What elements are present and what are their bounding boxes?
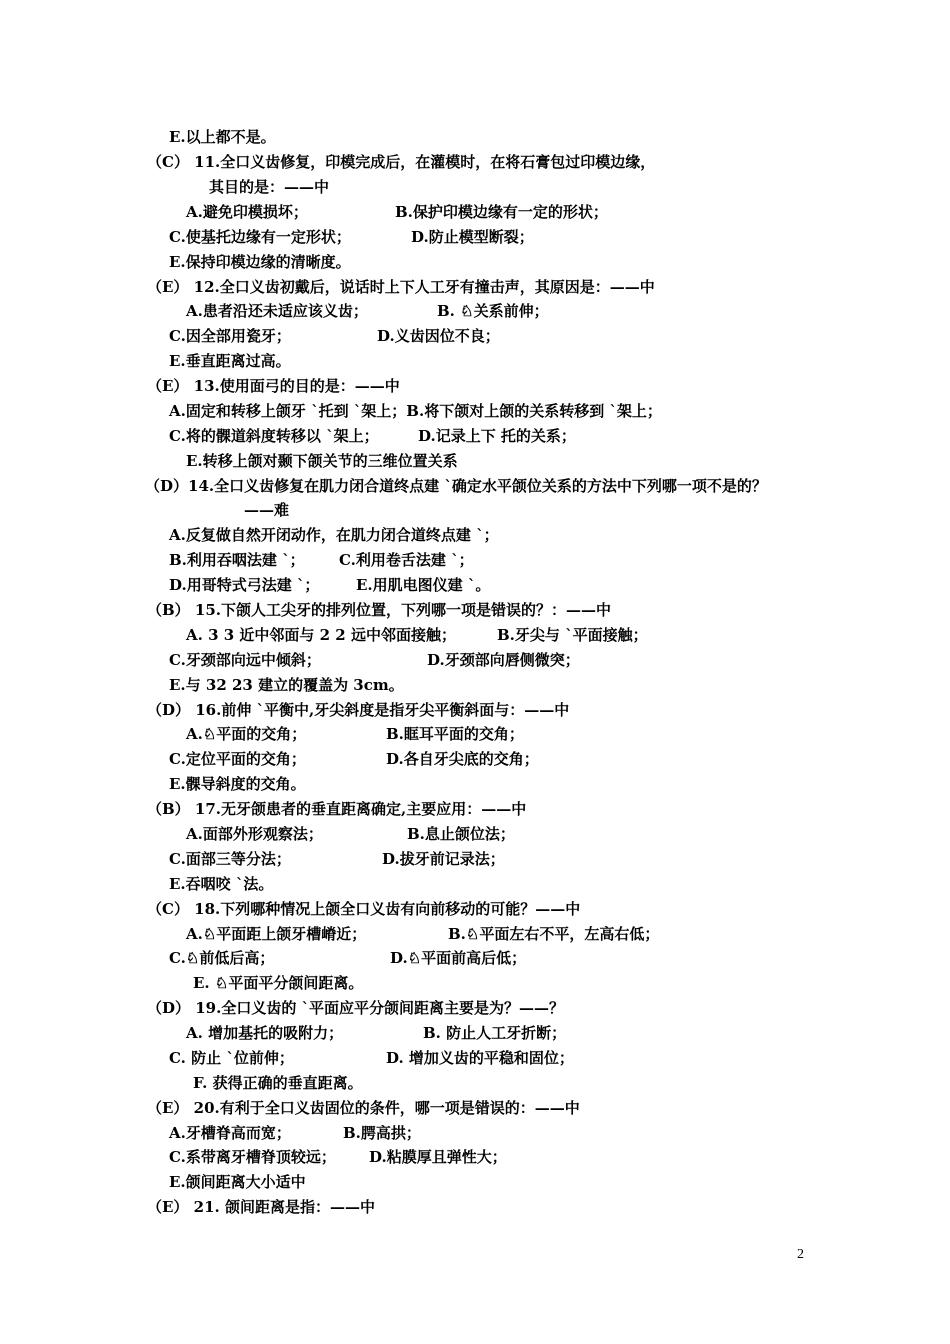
option-text: E.与 32 23 建立的覆盖为 3cm。 bbox=[169, 676, 404, 694]
option-text: B.保护印模边缘有一定的形状； bbox=[395, 203, 608, 221]
option-text: A. 增加基托的吸附力； bbox=[186, 1024, 344, 1042]
option-text: D.拔牙前记录法； bbox=[382, 850, 505, 868]
option-text: D.义齿因位不良； bbox=[377, 327, 500, 345]
option-text: C.定位平面的交角； bbox=[169, 750, 306, 768]
option-text: E.颌间距离大小适中 bbox=[169, 1173, 306, 1191]
option-text: A.避免印模损坏； bbox=[186, 203, 308, 221]
option-text: E.用肌电图仪建 `。 bbox=[356, 576, 491, 594]
option-text: E. ♘平面平分颌间距离。 bbox=[193, 974, 364, 992]
option-text: B. ♘关系前伸； bbox=[437, 302, 549, 320]
option-text: A.固定和转移上颌牙 `托到 `架上；B.将下颌对上颌的关系转移到 `架上； bbox=[169, 402, 662, 420]
option-text: C. 防止 `位前伸； bbox=[169, 1049, 294, 1067]
option-text: D.♘平面前高后低； bbox=[390, 949, 527, 967]
option-text: C.使基托边缘有一定形状； bbox=[169, 228, 351, 246]
option-text: C.将的髁道斜度转移以 `架上； bbox=[169, 427, 379, 445]
option-text: A.反复做自然开闭动作，在肌力闭合道终点建 `； bbox=[169, 526, 499, 544]
option-text: B.利用吞咽法建 `； bbox=[169, 551, 305, 569]
option-text: E.以上都不是。 bbox=[169, 128, 276, 146]
option-text: E.垂直距离过高。 bbox=[169, 352, 291, 370]
option-text: C.面部三等分法； bbox=[169, 850, 291, 868]
option-text: E.转移上颌对颞下颌关节的三维位置关系 bbox=[186, 452, 458, 470]
option-text: B.息止颌位法； bbox=[407, 825, 515, 843]
option-text: D.粘膜厚且弹性大； bbox=[369, 1148, 507, 1166]
option-text: B.眶耳平面的交角； bbox=[386, 725, 524, 743]
page-number: 2 bbox=[797, 1247, 804, 1262]
option-text: C.系带离牙槽脊顶较远； bbox=[169, 1148, 336, 1166]
option-text: E.吞咽咬 `法。 bbox=[169, 875, 274, 893]
option-text: B.牙尖与 `平面接触； bbox=[497, 626, 648, 644]
option-text: A.♘平面距上颌牙槽嵴近； bbox=[186, 925, 367, 943]
option-text: E.保持印模边缘的清晰度。 bbox=[169, 253, 351, 271]
question-13: （E） 13.使用面弓的目的是：——中 bbox=[147, 377, 400, 395]
option-text: A.牙槽脊高而宽； bbox=[169, 1124, 291, 1142]
question-19: （D） 19.全口义齿的 `平面应平分颌间距离主要是为？——？ bbox=[147, 999, 565, 1017]
option-text: B.♘平面左右不平，左高右低； bbox=[448, 925, 660, 943]
option-text: D.各自牙尖底的交角； bbox=[386, 750, 539, 768]
question-17: （B） 17.无牙颌患者的垂直距离确定,主要应用：——中 bbox=[147, 800, 527, 818]
option-text: D. 增加义齿的平稳和固位； bbox=[386, 1049, 574, 1067]
option-text: B.腭高拱； bbox=[343, 1124, 421, 1142]
option-text: C.利用卷舌法建 `； bbox=[339, 551, 474, 569]
option-text: A.患者沿还未适应该义齿； bbox=[186, 302, 368, 320]
option-text: A.♘平面的交角； bbox=[186, 725, 307, 743]
option-text: A. 3 3 近中邻面与 2 2 远中邻面接触； bbox=[186, 626, 456, 644]
option-text: D.防止模型断裂； bbox=[411, 228, 534, 246]
option-text: C.牙颈部向远中倾斜； bbox=[169, 651, 321, 669]
question-continuation: 其目的是：——中 bbox=[209, 178, 330, 196]
option-text: D.牙颈部向唇侧微突； bbox=[427, 651, 580, 669]
option-text: D.记录上下 托的关系； bbox=[418, 427, 576, 445]
question-11: （C） 11.全口义齿修复，印模完成后，在灌模时，在将石膏包过印模边缘， bbox=[147, 153, 656, 171]
option-text: C.因全部用瓷牙； bbox=[169, 327, 291, 345]
option-text: C.♘前低后高； bbox=[169, 949, 275, 967]
option-text: B. 防止人工牙折断； bbox=[423, 1024, 567, 1042]
option-text: F. 获得正确的垂直距离。 bbox=[193, 1074, 363, 1092]
question-21: （E） 21. 颌间距离是指：——中 bbox=[147, 1198, 375, 1216]
question-20: （E） 20.有利于全口义齿固位的条件，哪一项是错误的：——中 bbox=[147, 1099, 580, 1117]
question-12: （E） 12.全口义齿初戴后，说话时上下人工牙有撞击声，其原因是：——中 bbox=[147, 278, 655, 296]
question-continuation: ——难 bbox=[244, 501, 290, 519]
question-15: （B） 15.下颌人工尖牙的排列位置，下列哪一项是错误的？：——中 bbox=[147, 601, 611, 619]
option-text: A.面部外形观察法； bbox=[186, 825, 323, 843]
question-18: （C） 18.下列哪种情况上颌全口义齿有向前移动的可能？——中 bbox=[147, 900, 581, 918]
option-text: E.髁导斜度的交角。 bbox=[169, 775, 306, 793]
question-16: （D） 16.前伸 `平衡中,牙尖斜度是指牙尖平衡斜面与：——中 bbox=[147, 701, 570, 719]
question-14: （D）14.全口义齿修复在肌力闭合道终点建 `确定水平颌位关系的方法中下列哪一项不是的？ bbox=[145, 477, 767, 495]
option-text: D.用哥特式弓法建 `； bbox=[169, 576, 320, 594]
